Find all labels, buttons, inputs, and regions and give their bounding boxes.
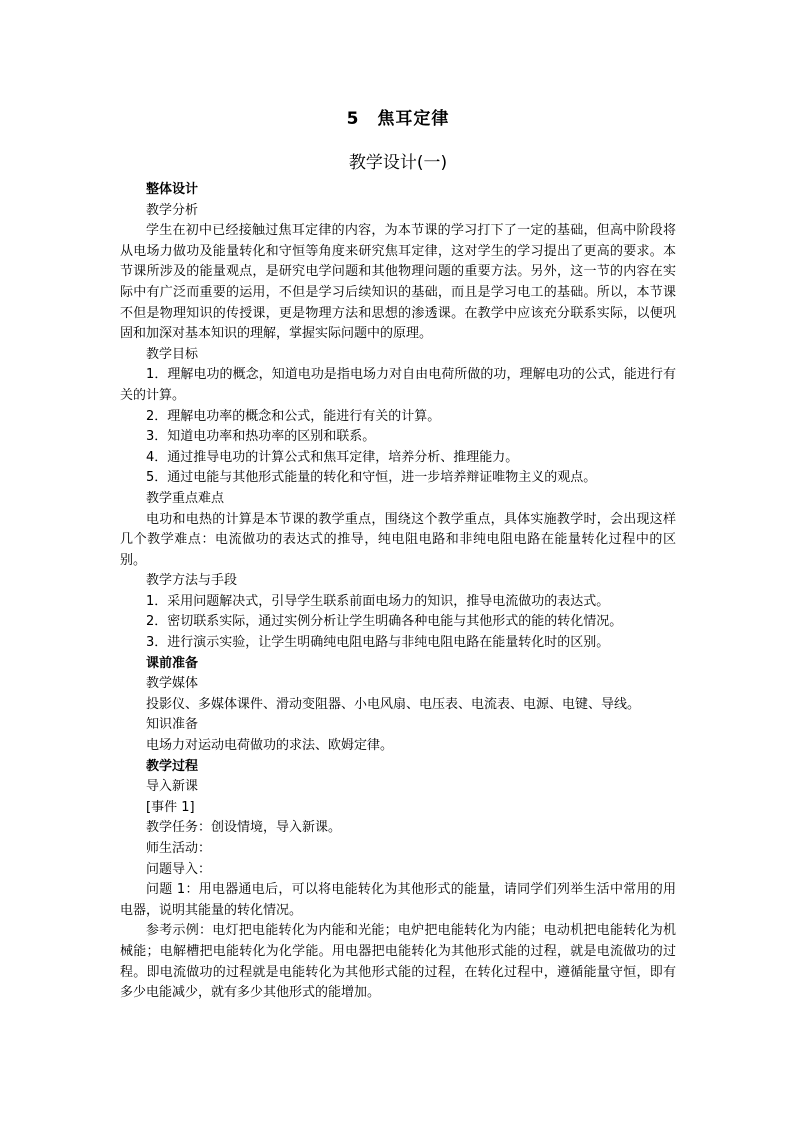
paragraph-media: 投影仪、多媒体课件、滑动变阻器、小电风扇、电压表、电流表、电源、电键、导线。 — [146, 696, 641, 712]
method-item-2: 2．密切联系实际，通过实例分析让学生明确各种电能与其他形式的能的转化情况。 — [146, 614, 623, 630]
question-intro: 问题导入： — [146, 861, 212, 877]
document-body — [120, 180, 676, 1004]
subheading-intro: 导入新课 — [146, 779, 199, 795]
subheading-teaching-analysis: 教学分析 — [146, 202, 199, 218]
goal-item-4: 4．通过推导电功的计算公式和焦耳定律，培养分析、推理能力。 — [146, 449, 519, 465]
method-item-1: 1．采用问题解决式，引导学生联系前面电场力的知识，推导电流做功的表达式。 — [146, 593, 610, 609]
document-subtitle: 教学设计(一) — [348, 153, 448, 173]
subheading-knowledge-prep: 知识准备 — [146, 717, 199, 733]
section-heading-overall-design: 整体设计 — [146, 182, 199, 197]
event-label: [事件 1] — [146, 799, 195, 815]
paragraph-knowledge-prep: 电场力对运动电荷做功的求法、欧姆定律。 — [146, 738, 394, 754]
section-heading-process: 教学过程 — [146, 758, 199, 774]
subheading-media: 教学媒体 — [146, 676, 199, 692]
paragraph-key-points: 电功和电热的计算是本节课的教学重点，围绕这个教学重点，具体实施教学时，会出现这样几个教学难点：电流做功的表达式的推导，纯电阻电路和非纯电阻电路在能量转化过程中的区别。 — [120, 511, 676, 568]
question-1: 问题 1：用电器通电后，可以将电能转化为其他形式的能量，请同学们列举生活中常用的用电器，说明其能量的转化情况。 — [120, 882, 676, 918]
goal-item-3: 3．知道电功率和热功率的区别和联系。 — [146, 429, 376, 445]
paragraph-teaching-analysis: 学生在初中已经接触过焦耳定律的内容，为本节课的学习打下了一定的基础，但高中阶段将从电场力做功及能量转化和守恒等角度来研究焦耳定律，这对学生的学习提出了更高的要求。本节课所涉及的能量观点，是研究电学问题和其他物理问题的重要方法。另外，这一节的内容在实际中有广泛而重要的运用，不但是学习后续知识的基础，而且是学习电工的基础。所以，本节课不但是物理知识的传授课，更是物理方法和思想的渗透课。在教学中应该充分联系实际，以便巩固和加深对基本知识的理解，掌握实际问题中的原理。 — [120, 223, 676, 342]
reference-example: 参考示例：电灯把电能转化为内能和光能；电炉把电能转化为内能；电动机把电能转化为机械能；电解槽把电能转化为化学能。用电器把电能转化为其他形式能的过程，就是电流做功的过程。即电流做功的过程就是电能转化为其他形式能的过程，在转化过程中，遵循能量守恒，即有多少电能减少，就有多少其他形式的能增加。 — [120, 923, 676, 1001]
subheading-teaching-goals: 教学目标 — [146, 346, 199, 362]
teacher-student-activity: 师生活动： — [146, 841, 212, 856]
subheading-methods: 教学方法与手段 — [146, 573, 238, 589]
goal-item-1: 1．理解电功的概念，知道电功是指电场力对自由电荷所做的功，理解电功的公式，能进行有关的计算。 — [120, 367, 676, 403]
goal-item-5: 5．通过电能与其他形式能量的转化和守恒，进一步培养辩证唯物主义的观点。 — [146, 470, 597, 486]
section-heading-preparation: 课前准备 — [146, 655, 199, 671]
goal-item-2: 2．理解电功率的概念和公式，能进行有关的计算。 — [146, 408, 441, 424]
document-title: 5 焦耳定律 — [346, 109, 450, 129]
teaching-task: 教学任务：创设情境，导入新课。 — [146, 820, 342, 836]
subheading-key-points: 教学重点难点 — [146, 490, 225, 506]
method-item-3: 3．进行演示实验，让学生明确纯电阻电路与非纯电阻电路在能量转化时的区别。 — [146, 635, 610, 651]
